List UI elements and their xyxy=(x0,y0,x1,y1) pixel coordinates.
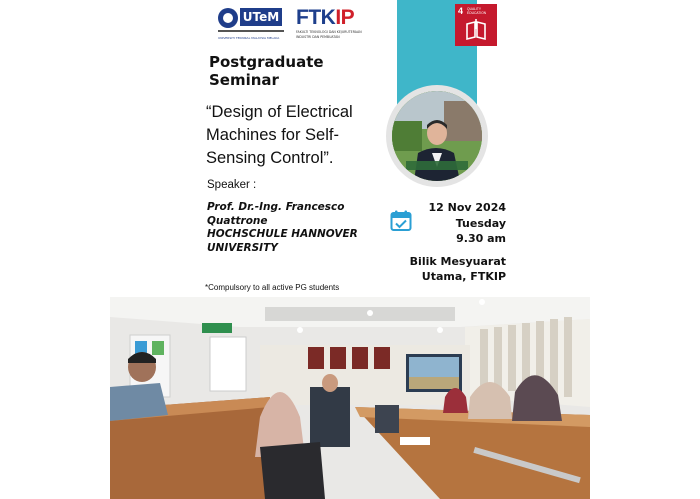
speaker-label: Speaker : xyxy=(207,179,257,191)
compulsory-note: *Compulsory to all active PG students xyxy=(205,283,340,292)
event-details xyxy=(400,200,506,285)
poster-title-line1: Postgraduate xyxy=(209,53,324,71)
event-venue-line1: Bilik Mesyuarat xyxy=(409,254,506,268)
speaker-affiliation-line1: HOCHSCHULE HANNOVER xyxy=(207,228,358,240)
ftkip-wordmark-part1: FTK xyxy=(296,6,336,29)
ftkip-wordmark-part2: IP xyxy=(335,6,355,29)
seminar-room-photo xyxy=(110,297,590,499)
poster-title xyxy=(209,53,324,89)
event-time: 9.30 am xyxy=(456,232,506,246)
speaker-name-line1: Prof. Dr.-Ing. Francesco xyxy=(207,201,345,213)
book-icon xyxy=(465,19,487,41)
speaker-name-line2: Quattrone xyxy=(207,214,268,227)
event-date: 12 Nov 2024 xyxy=(428,201,506,214)
ftkip-logo xyxy=(296,7,378,43)
seminar-topic xyxy=(206,101,353,170)
ftkip-subtitle-line2: INDUSTRI DAN PEMBUATAN xyxy=(296,35,340,39)
topic-line3: Sensing Control”. xyxy=(206,149,334,167)
speaker-affiliation-line2: UNIVERSITY xyxy=(207,241,278,254)
utem-logo xyxy=(218,5,284,43)
utem-logo-text: UTeM xyxy=(240,8,282,26)
event-day: Tuesday xyxy=(455,216,506,230)
sdg-label-line1: QUALITY xyxy=(467,7,482,11)
topic-line2: Machines for Self- xyxy=(206,126,339,144)
header-logos xyxy=(218,5,378,45)
sdg-number: 4 xyxy=(458,6,464,16)
meeting-room-image xyxy=(110,297,590,499)
sdg-label-line2: EDUCATION xyxy=(467,11,487,15)
speaker-portrait-image xyxy=(392,91,482,181)
sdg-label xyxy=(467,7,486,15)
speaker-details xyxy=(207,201,358,255)
ftkip-subtitle-line1: FAKULTI TEKNOLOGI DAN KEJURUTERAAN xyxy=(296,30,362,34)
utem-emblem xyxy=(218,8,238,28)
event-venue-line2: Utama, FTKIP xyxy=(421,270,506,284)
ftkip-wordmark xyxy=(296,7,354,29)
sdg-badge xyxy=(455,4,497,46)
ftkip-subtitle xyxy=(296,30,362,40)
topic-line1: “Design of Electrical xyxy=(206,103,353,121)
poster-title-line2: Seminar xyxy=(209,71,279,89)
utem-script-line xyxy=(218,30,284,32)
speaker-photo xyxy=(392,91,482,181)
utem-subtitle: UNIVERSITI TEKNIKAL MALAYSIA MELAKA xyxy=(218,36,280,40)
